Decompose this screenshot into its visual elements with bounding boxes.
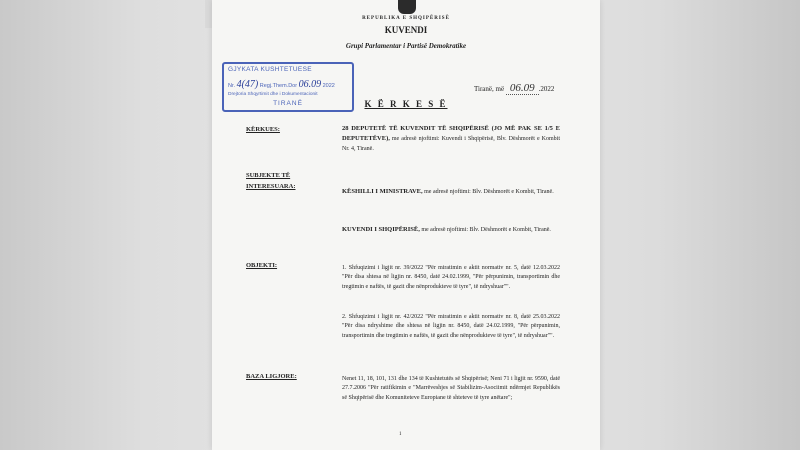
page-number: 1 (399, 432, 402, 437)
label-baza-ligjore: BAZA LIGJORE: (246, 373, 297, 380)
subjekt-1-text: me adresë njoftimi: Blv. Dëshmorët e Kombit, Tiranë. (422, 189, 554, 195)
stamp-reg-prefix: Nr. (228, 83, 236, 89)
header-institution: KUVENDI (384, 25, 428, 35)
label-kerkues: KËRKUES: (246, 126, 280, 133)
stamp-court: GJYKATA KUSHTETUESE (228, 66, 312, 73)
kerkues-bold: 28 DEPUTETË TË KUVENDIT TË SHQIPËRISË (JO MË PAK SE 1/5 E DEPUTETËVE), (342, 125, 560, 143)
stamp-reg-number: 4(47) (236, 79, 259, 90)
text-subjekt-2 (342, 225, 560, 235)
document-page (212, 0, 600, 450)
date-handwritten: 06.09 (506, 82, 539, 95)
text-baza-ligjore: Nenet 11, 18, 101, 131 dhe 134 të Kushtetutës së Shqipërisë; Neni 71 i ligjit nr. 9590, datë 27.7.2006 "Për ratifikimin e "Marrëveshjes së Stabilizim-Asociimit ndërmjet Republikës së Shqipërisë dhe Komuniteteve Europiane të shteteve të tyre anëtare"; (342, 376, 560, 401)
document-title: K Ë R K E S Ë (364, 99, 448, 109)
header-group: Grupi Parlamentar i Partisë Demokratike (345, 42, 467, 50)
kerkues-text: me adresë njoftimi: Kuvendi i Shqipërisë, Blv. Dëshmorët e Kombit Nr. 4, Tiranë. (342, 136, 560, 152)
text-objekti-2: 2. Shfuqizimi i ligjit nr. 42/2022 "Për miratimin e aktit normativ nr. 8, datë 25.03.2022 "Për disa ndryshime dhe shtesa në ligjin nr. 8450, datë 24.02.1999, "Për përpunimin, transportimin dhe tregtimin e naftës, të gazit dhe nënprodukteve të tyre", të ndryshuar"". (342, 314, 560, 339)
date-prefix: Tiranë, më (474, 85, 505, 93)
text-kerkues (342, 124, 560, 154)
text-subjekt-1 (342, 187, 560, 197)
date-year: .2022 (538, 85, 555, 93)
coat-of-arms-icon (398, 0, 416, 14)
stamp-city: TIRANË (273, 100, 303, 107)
subjekt-2-text: me adresë njoftimi: Blv. Dëshmorët e Kombit, Tiranë. (419, 227, 551, 233)
subjekt-2-bold: KUVENDI I SHQIPËRISË, (342, 226, 420, 233)
stamp-reg-mid: Regj.Them.Dor (259, 83, 298, 89)
stamp-reg-year: 2022 (322, 83, 335, 89)
label-subjekte: SUBJEKTE TË INTERESUARA: (246, 172, 296, 191)
subjekt-1-bold: KËSHILLI I MINISTRAVE, (342, 188, 423, 195)
document-date (474, 82, 554, 94)
text-objekti-1: 1. Shfuqizimi i ligjit nr. 39/2022 "Për miratimin e aktit normativ nr. 5, datë 12.03.2022 "Për disa shtesa në ligjin nr. 8450, datë 24.02.1999, "Për përpunimin, transportimin dhe tregtimin e naftës, të gazit dhe nënprodukteve të tyre", të ndryshuar"". (342, 265, 560, 290)
header-republic: REPUBLIKA E SHQIPËRISË (362, 16, 450, 21)
stamp-department: Drejtoria Shqyrtimit dhe i Dokumentacionit (228, 92, 318, 97)
label-objekti: OBJEKTI: (246, 262, 278, 269)
stamp-registration (228, 79, 335, 90)
stamp-reg-date: 06.09 (298, 79, 322, 90)
